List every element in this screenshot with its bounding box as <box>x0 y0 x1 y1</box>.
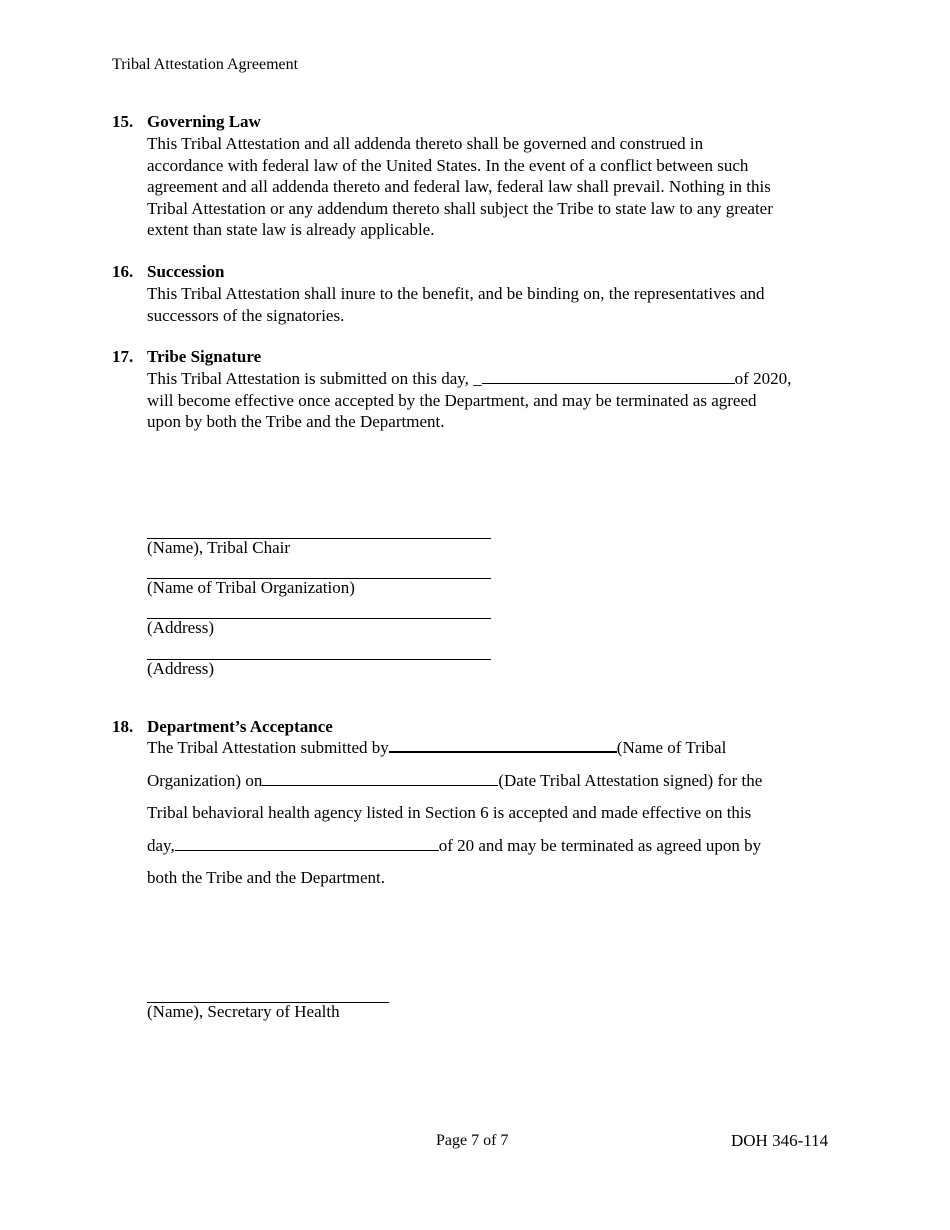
submitted-by-text: The Tribal Attestation submitted by <box>147 738 389 757</box>
form-id: DOH 346-114 <box>731 1131 829 1150</box>
section-number-17: 17. <box>112 347 134 366</box>
section-title-governing-law: Governing Law <box>147 112 261 131</box>
document-header-title: Tribal Attestation Agreement <box>112 56 299 73</box>
date-signed-text: (Date Tribal Attestation signed) for the <box>498 770 763 790</box>
address-label-1: (Address) <box>147 618 215 637</box>
section-16-line: successors of the signatories. <box>147 305 345 325</box>
tribal-organization-name-blank[interactable] <box>389 736 617 753</box>
section-title-department-acceptance: Department’s Acceptance <box>147 717 333 736</box>
section-16-line: This Tribal Attestation shall inure to the benefit, and be binding on, the representatives and <box>147 284 765 303</box>
submitted-day-text: This Tribal Attestation is submitted on this day, _ <box>147 369 482 388</box>
section-title-tribe-signature: Tribe Signature <box>147 347 262 366</box>
day-text: day, <box>147 835 175 855</box>
secretary-of-health-label: (Name), Secretary of Health <box>147 1002 340 1021</box>
section-15-line: extent than state law is already applicable. <box>147 220 435 239</box>
section-17-line: will become effective once accepted by the Department, and may be terminated as agreed <box>147 390 757 410</box>
section-number-15: 15. <box>112 112 134 131</box>
section-17-body <box>147 368 847 433</box>
organization-on-text: Organization) on <box>147 770 263 790</box>
section-17-first-line <box>147 368 847 390</box>
address-label-2: (Address) <box>147 659 215 678</box>
name-of-tribal-text: (Name of Tribal <box>616 738 727 757</box>
page-number: Page 7 of 7 <box>436 1132 509 1149</box>
year-text: of 2020, <box>734 369 792 388</box>
section-18-line-3: Tribal behavioral health agency listed in Section 6 is accepted and made effective on this <box>147 803 752 822</box>
section-15-body <box>147 133 847 241</box>
section-number-18: 18. <box>112 717 134 736</box>
tribal-organization-label: (Name of Tribal Organization) <box>147 578 355 597</box>
section-15-line: accordance with federal law of the United States. In the event of a conflict between such <box>147 155 749 175</box>
section-18-line-1 <box>147 732 847 765</box>
section-15-line: This Tribal Attestation and all addenda thereto shall be governed and construed in <box>147 134 704 153</box>
section-18-body <box>147 732 847 895</box>
section-title-succession: Succession <box>147 262 225 281</box>
section-18-line-4 <box>147 830 847 863</box>
date-signed-blank[interactable] <box>262 770 498 786</box>
section-15-line: Tribal Attestation or any addendum thereto shall subject the Tribe to state law to any greater <box>147 198 773 218</box>
tribal-chair-label: (Name), Tribal Chair <box>147 538 291 557</box>
section-18-line-2 <box>147 765 847 798</box>
acceptance-day-blank[interactable] <box>175 835 439 851</box>
of-20-text: of 20 and may be terminated as agreed upon by <box>438 835 762 855</box>
section-number-16: 16. <box>112 262 134 281</box>
section-16-body <box>147 283 847 326</box>
submission-day-blank[interactable] <box>482 368 735 384</box>
section-17-line: upon by both the Tribe and the Department. <box>147 412 445 431</box>
section-15-line: agreement and all addenda thereto and federal law, federal law shall prevail. Nothing in this <box>147 177 771 196</box>
section-18-line-5: both the Tribe and the Department. <box>147 868 385 887</box>
